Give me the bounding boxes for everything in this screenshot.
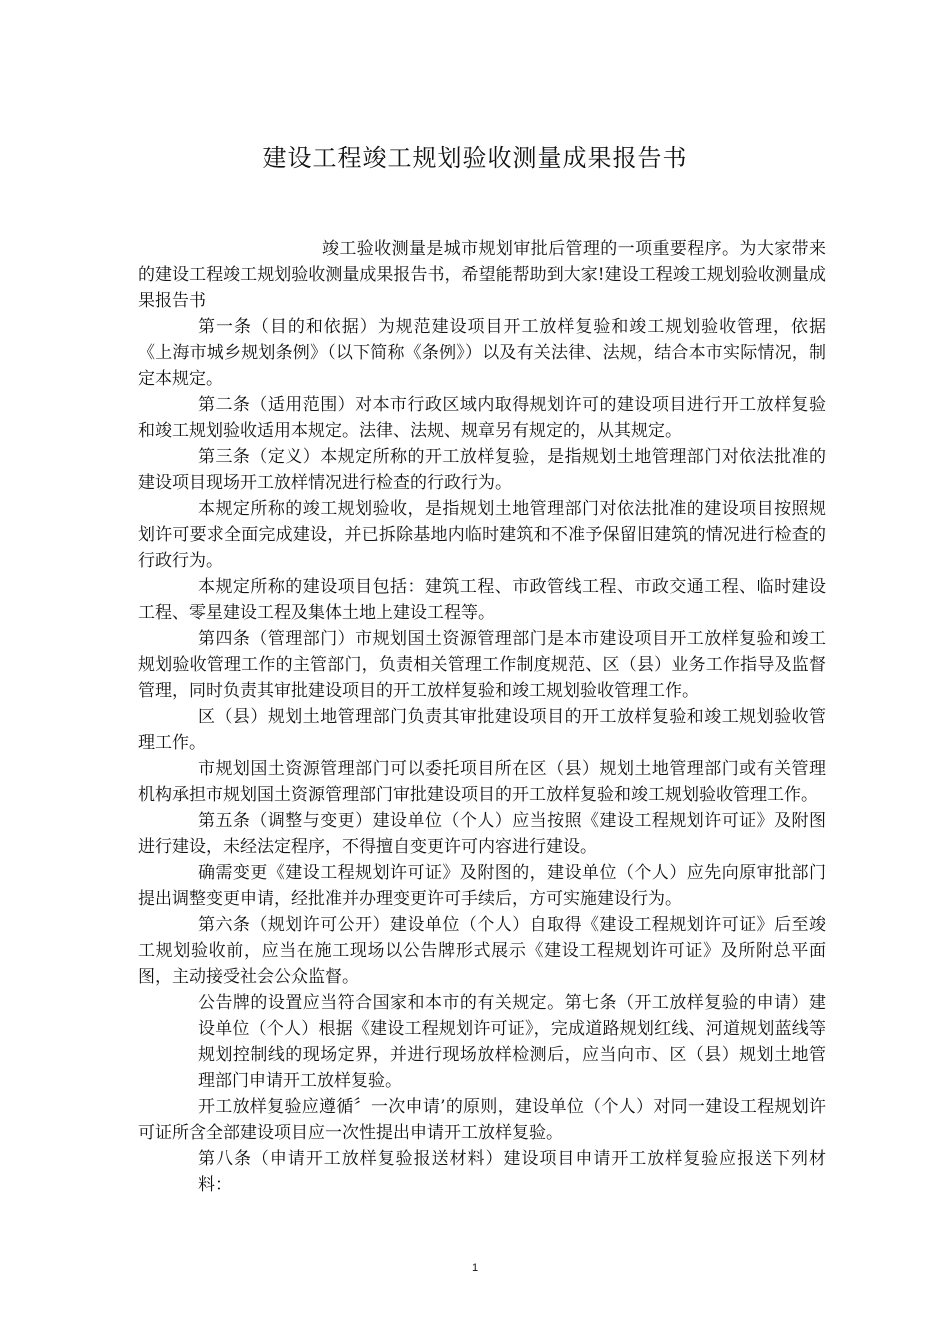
paragraph-article-7-principle: 开工放样复验应遵循〞一次申请’的原则，建设单位（个人）对同一建设工程规划许可证所含全部建设项目应一次性提出申请开工放样复验。: [138, 1097, 826, 1143]
paragraph-article-2: 第二条（适用范围）对本市行政区域内取得规划许可的建设项目进行开工放样复验和竣工规划验收适用本规定。法律、法规、规章另有规定的，从其规定。: [138, 395, 826, 441]
paragraph-article-4-district: 区（县）规划土地管理部门负责其审批建设项目的开工放样复验和竣工规划验收管理工作。: [138, 707, 826, 753]
paragraph-article-3: 第三条（定义）本规定所称的开工放样复验，是指规划土地管理部门对依法批准的建设项目现场开工放样情况进行检查的行政行为。: [138, 447, 826, 493]
paragraph-article-1: 第一条（目的和依据）为规范建设项目开工放样复验和竣工规划验收管理，依据《上海市城乡规划条例》（以下简称《条例》）以及有关法律、法规，结合本市实际情况，制定本规定。: [138, 317, 826, 389]
paragraph-article-3-completion: 本规定所称的竣工规划验收，是指规划土地管理部门对依法批准的建设项目按照规划许可要求全面完成建设，并已拆除基地内临时建筑和不准予保留旧建筑的情况进行检查的行政行为。: [138, 499, 826, 571]
paragraph-article-6-7: 公告牌的设置应当符合国家和本市的有关规定。第七条（开工放样复验的申请）建设单位（个人）根据《建设工程规划许可证》，完成道路规划红线、河道规划蓝线等规划控制线的现场定界，并进行现场放样检测后，应当向市、区（县）规划土地管理部门申请开工放样复验。: [198, 993, 826, 1091]
paragraph-article-8: 第八条（申请开工放样复验报送材料）建设项目申请开工放样复验应报送下列材料：: [198, 1149, 826, 1195]
paragraph-article-5: 第五条（调整与变更）建设单位（个人）应当按照《建设工程规划许可证》及附图进行建设，未经法定程序，不得擅自变更许可内容进行建设。: [138, 811, 826, 857]
paragraph-article-5-change: 确需变更《建设工程规划许可证》及附图的，建设单位（个人）应先向原审批部门提出调整变更申请，经批准并办理变更许可手续后，方可实施建设行为。: [138, 863, 826, 909]
paragraph-article-4: 第四条（管理部门）市规划国土资源管理部门是本市建设项目开工放样复验和竣工规划验收管理工作的主管部门，负责相关管理工作制度规范、区（县）业务工作指导及监督管理，同时负责其审批建设项目的开工放样复验和竣工规划验收管理工作。: [138, 629, 826, 701]
page-number: 1: [471, 1262, 479, 1274]
paragraph-article-4-delegation: 市规划国土资源管理部门可以委托项目所在区（县）规划土地管理部门或有关管理机构承担市规划国土资源管理部门审批建设项目的开工放样复验和竣工规划验收管理工作。: [138, 759, 826, 805]
paragraph-intro: 竣工验收测量是城市规划审批后管理的一项重要程序。为大家带来的建设工程竣工规划验收测量成果报告书，希望能帮助到大家!建设工程竣工规划验收测量成果报告书: [138, 239, 826, 311]
document-title: 建设工程竣工规划验收测量成果报告书: [262, 144, 688, 172]
paragraph-article-6: 第六条（规划许可公开）建设单位（个人）自取得《建设工程规划许可证》后至竣工规划验收前，应当在施工现场以公告牌形式展示《建设工程规划许可证》及所附总平面图，主动接受社会公众监督。: [138, 915, 826, 987]
paragraph-article-3-projects: 本规定所称的建设项目包括：建筑工程、市政管线工程、市政交通工程、临时建设工程、零星建设工程及集体土地上建设工程等。: [138, 577, 826, 623]
document-body: [138, 236, 826, 1198]
